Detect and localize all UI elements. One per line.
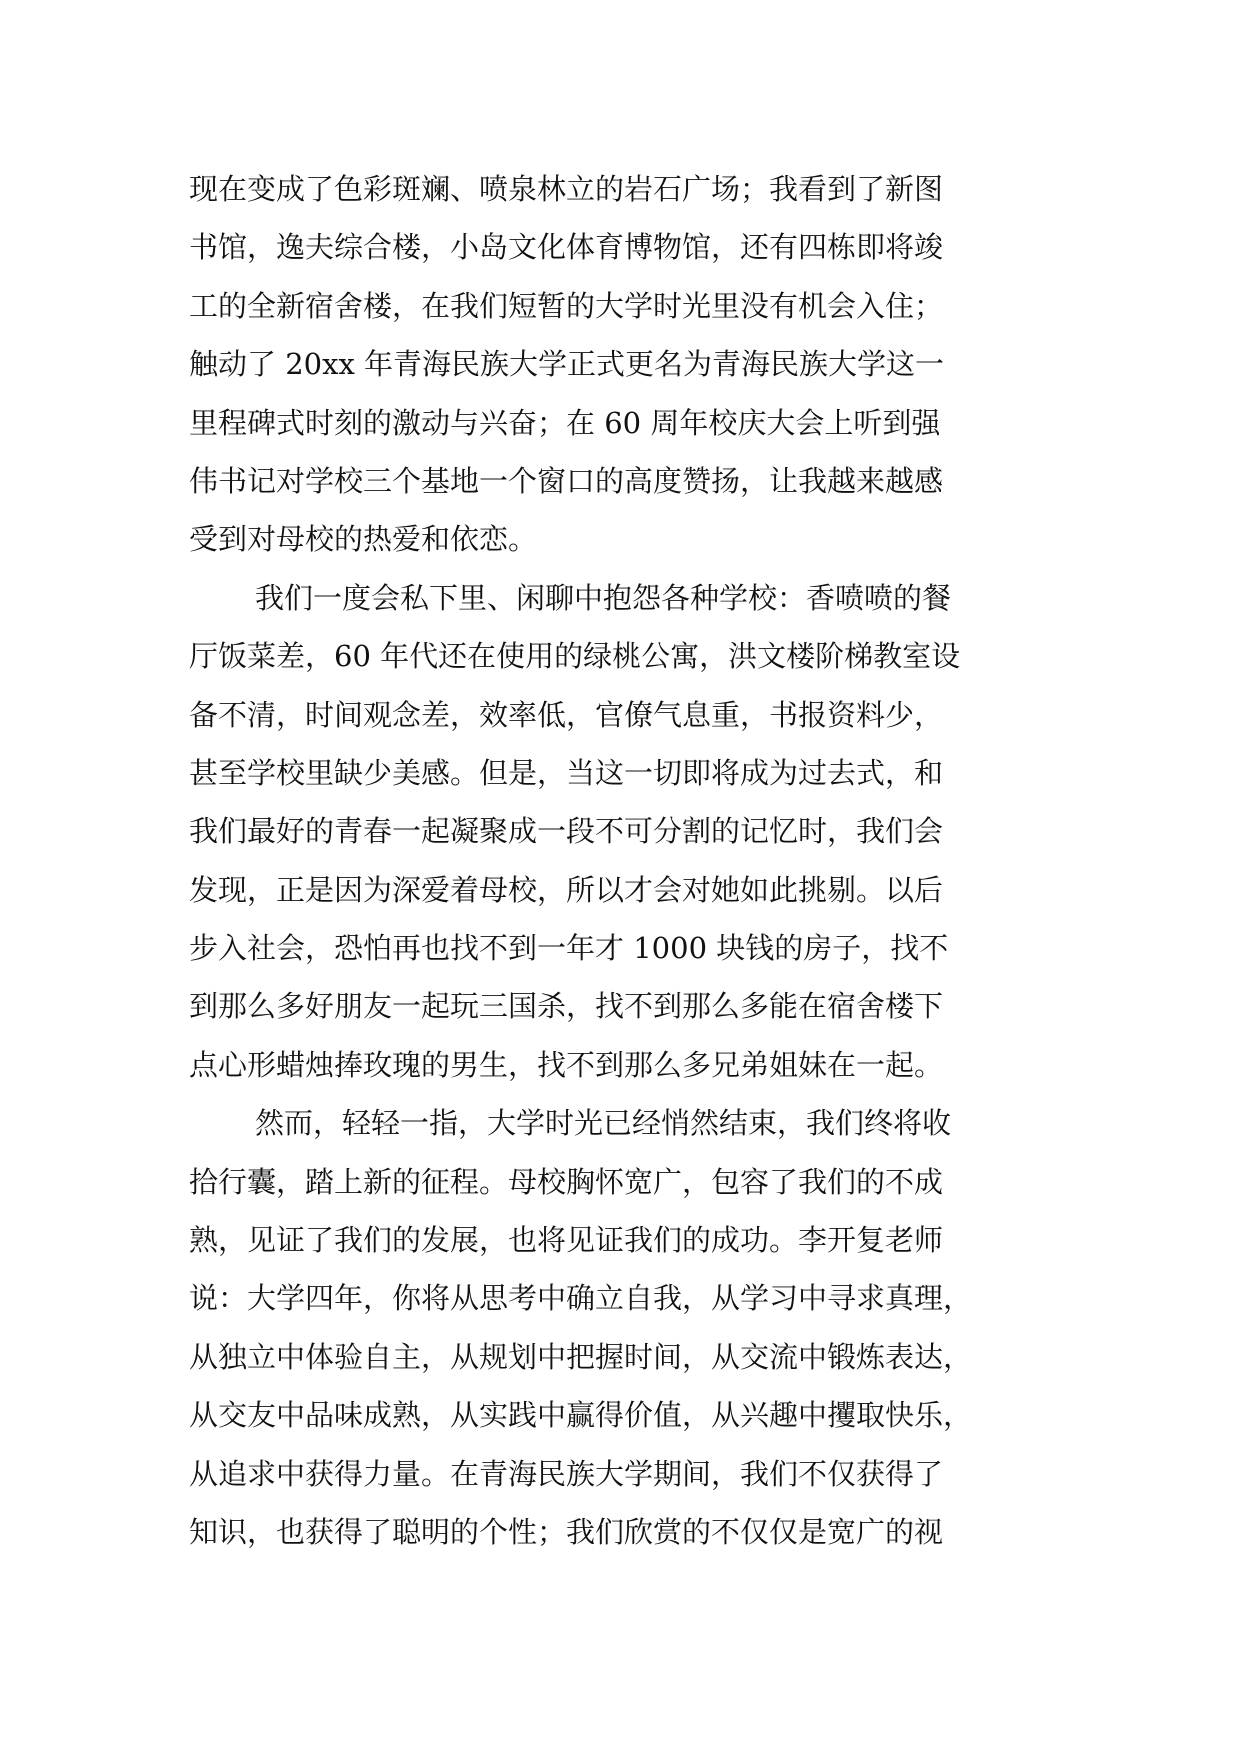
text-line: 发现，正是因为深爱着母校，所以才会对她如此挑剔。以后 (189, 872, 944, 907)
text-line: 工的全新宿舍楼，在我们短暂的大学时光里没有机会入住； (189, 288, 944, 323)
text-line: 从独立中体验自主，从规划中把握时间，从交流中锻炼表达， (189, 1339, 973, 1374)
text-line: 知识，也获得了聪明的个性；我们欣赏的不仅仅是宽广的视 (189, 1514, 944, 1549)
text-line: 伟书记对学校三个基地一个窗口的高度赞扬，让我越来越感 (189, 463, 944, 498)
text-line: 拾行囊，踏上新的征程。母校胸怀宽广，包容了我们的不成 (189, 1164, 944, 1199)
text-line: 现在变成了色彩斑斓、喷泉林立的岩石广场；我看到了新图 (189, 172, 944, 206)
paragraph-first-line: 我们一度会私下里、闲聊中抱怨各种学校：香喷喷的餐 (255, 580, 952, 615)
text-line: 触动了 20xx 年青海民族大学正式更名为青海民族大学这一 (189, 347, 945, 382)
text-line: 说：大学四年，你将从思考中确立自我，从学习中寻求真理， (189, 1281, 973, 1316)
text-line: 里程碑式时刻的激动与兴奋；在 60 周年校庆大会上听到强 (189, 405, 941, 440)
text-line: 备不清，时间观念差，效率低，官僚气息重，书报资料少， (189, 697, 944, 732)
text-line: 甚至学校里缺少美感。但是，当这一切即将成为过去式，和 (189, 755, 944, 790)
text-line: 我们最好的青春一起凝聚成一段不可分割的记忆时，我们会 (189, 814, 944, 849)
body-text (189, 160, 1069, 1561)
text-line: 受到对母校的热爱和依恋。 (189, 522, 538, 557)
text-line: 点心形蜡烛捧玫瑰的男生，找不到那么多兄弟姐妹在一起。 (189, 1047, 944, 1082)
text-line: 厅饭菜差，60 年代还在使用的绿桃公寓，洪文楼阶梯教室设 (189, 639, 961, 674)
text-line: 从交友中品味成熟，从实践中赢得价值，从兴趣中攫取快乐， (189, 1398, 973, 1433)
text-line: 步入社会，恐怕再也找不到一年才 1000 块钱的房子，找不 (189, 931, 949, 966)
text-line: 熟，见证了我们的发展，也将见证我们的成功。李开复老师 (189, 1223, 944, 1258)
text-line: 从追求中获得力量。在青海民族大学期间，我们不仅获得了 (189, 1456, 944, 1491)
paragraph-first-line: 然而，轻轻一指，大学时光已经悄然结束，我们终将收 (255, 1106, 952, 1141)
text-line: 到那么多好朋友一起玩三国杀，找不到那么多能在宿舍楼下 (189, 989, 944, 1024)
text-line: 书馆，逸夫综合楼，小岛文化体育博物馆，还有四栋即将竣 (189, 230, 944, 265)
